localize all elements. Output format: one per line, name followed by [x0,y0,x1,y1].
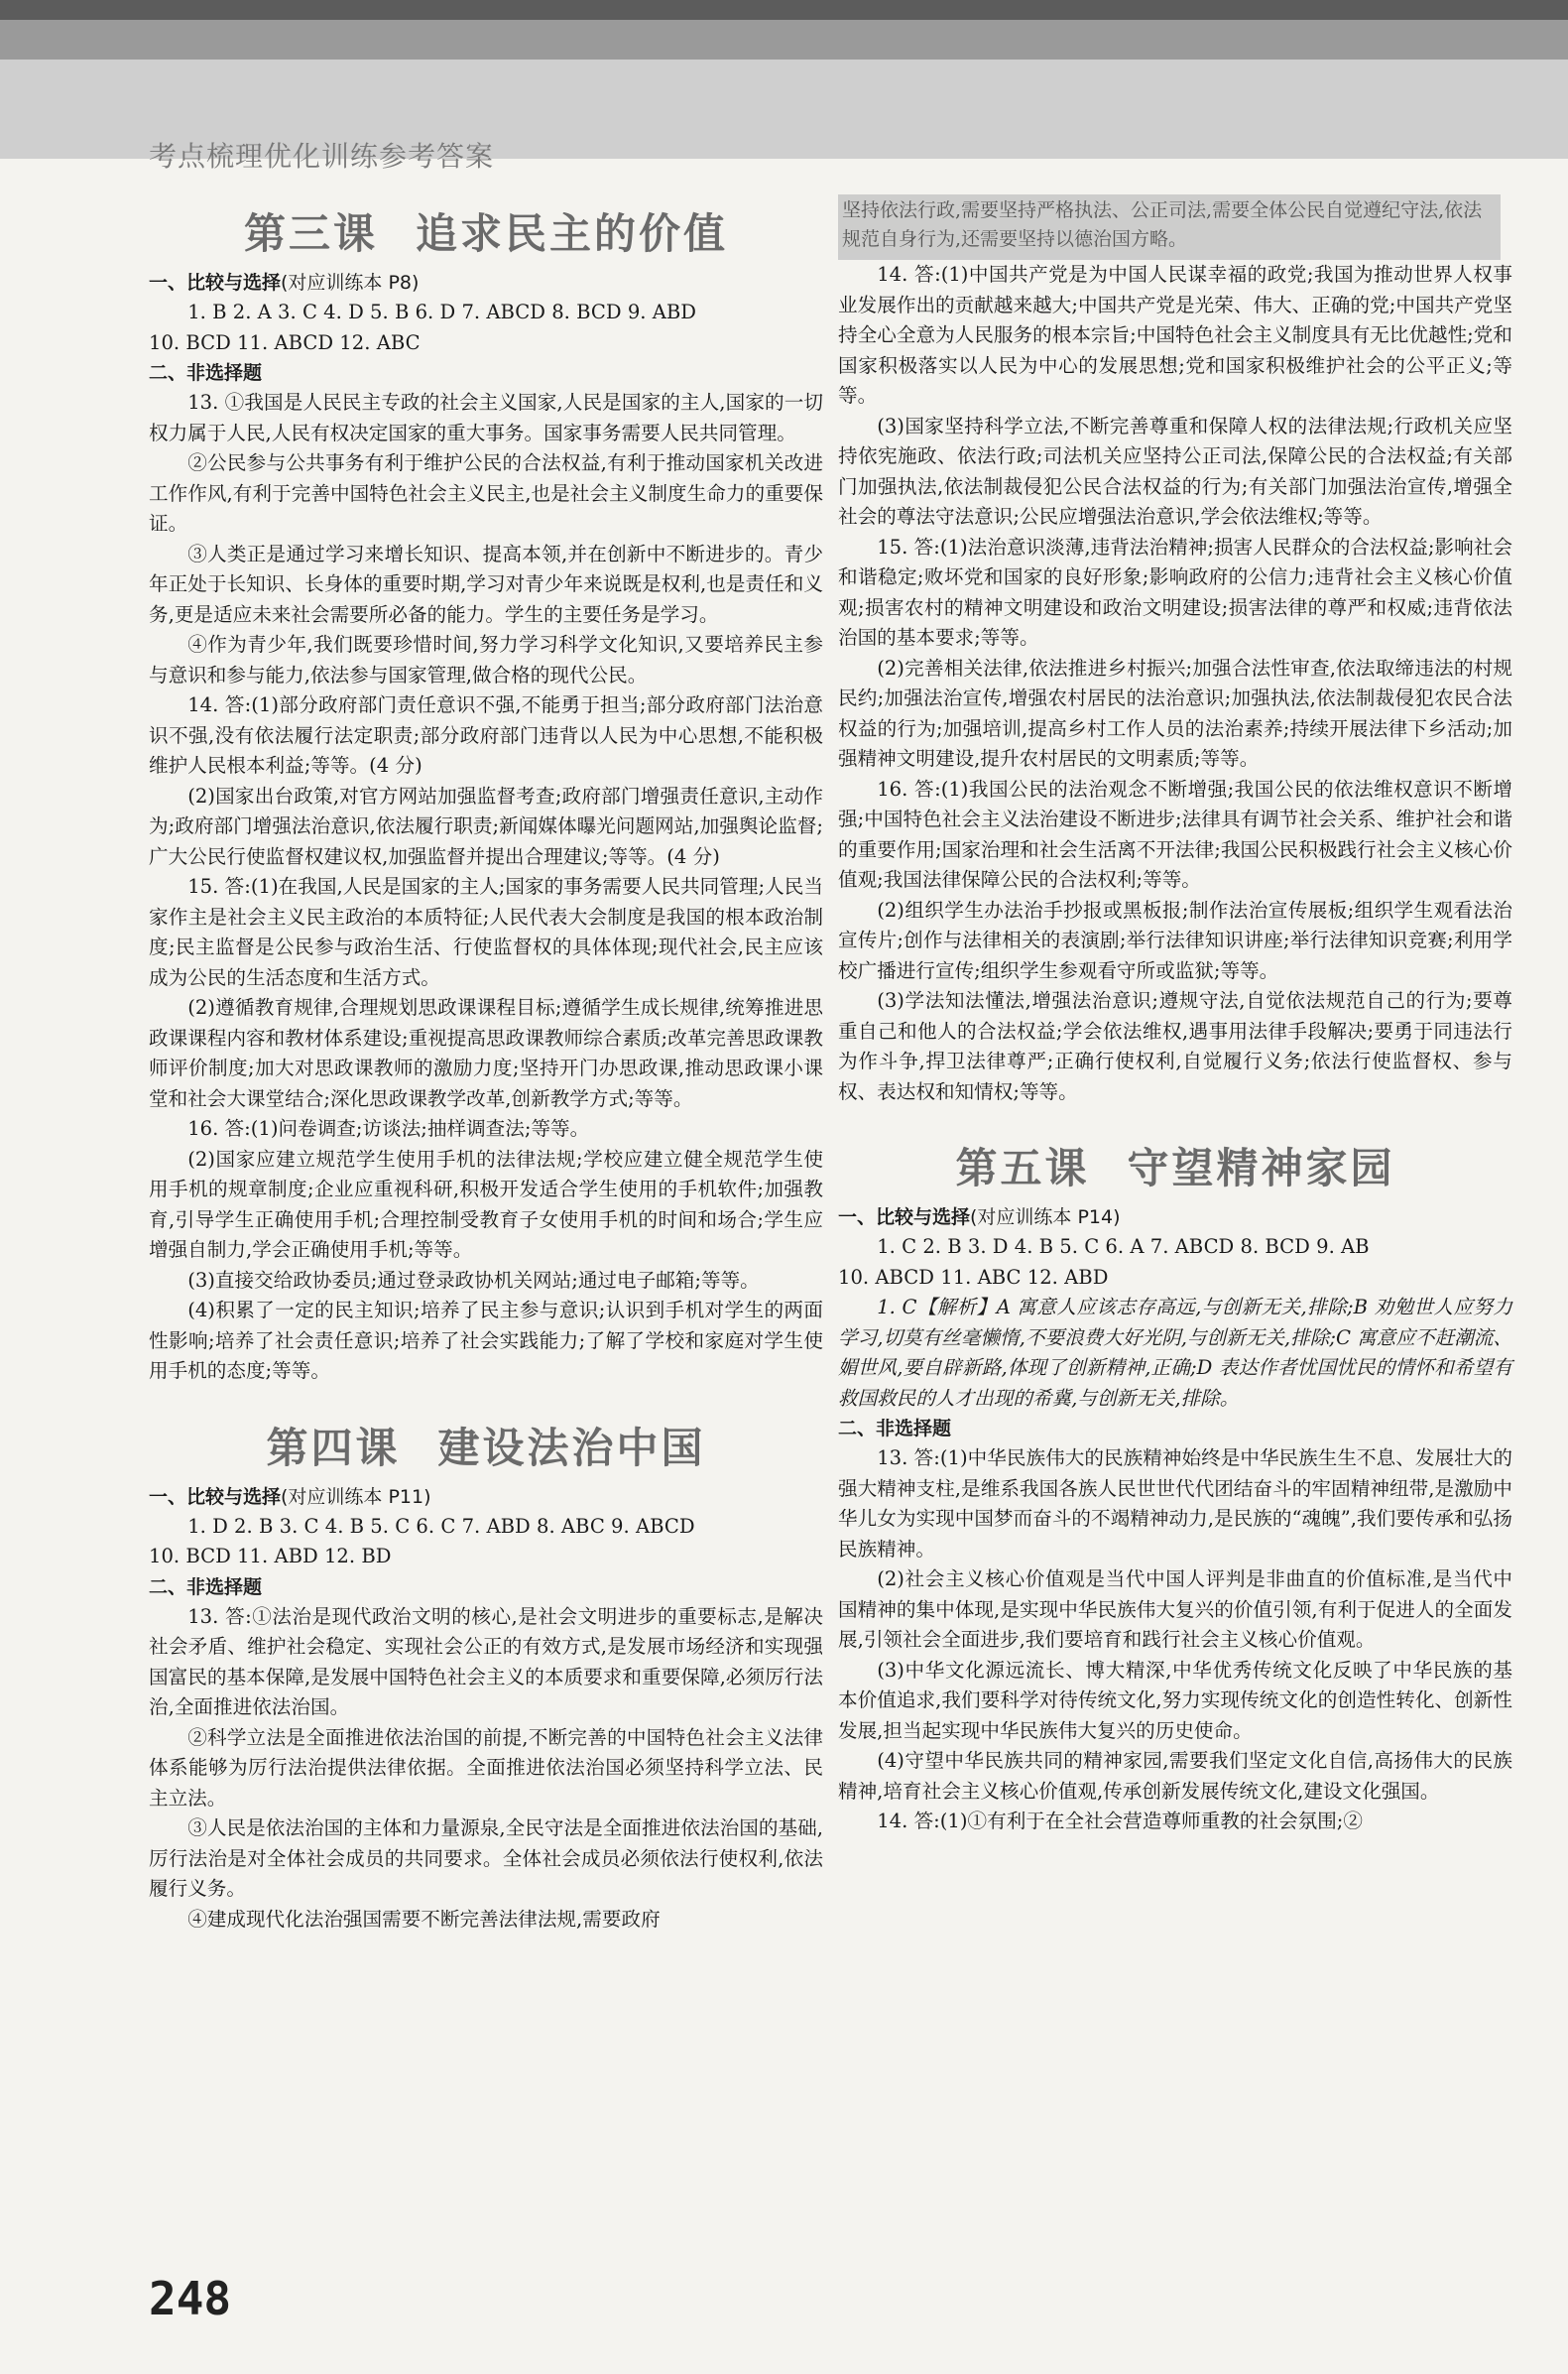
lesson3-para: (4)积累了一定的民主知识;培养了民主参与意识;认识到手机对学生的两面性影响;培养了社会责任意识;培养了社会实践能力;了解了学校和家庭对学生使用手机的态度;等等。 [149,1299,823,1382]
lesson3-title [149,202,823,266]
lesson4-name: 建设法治中国 [437,1423,706,1472]
lesson4-title [149,1417,823,1480]
lesson3-name: 追求民主的价值 [416,209,729,258]
lesson4-cont-para: 14. 答:(1)中国共产党是为中国人民谋幸福的政党;我国为推动世界人权事业发展作出的贡献越来越大;中国共产党是光荣、伟大、正确的党;中国共产党坚持全心全意为人民服务的根本宗旨;中国特色社会主义制度具有无比优越性;党和国家积极落实以人民为中心的发展思想;党和国家积极维护社会的公平正义;等等。 [838,263,1512,407]
lesson3-para: 14. 答:(1)部分政府部门责任意识不强,不能勇于担当;部分政府部门法治意识不强,没有依法履行法定职责;部分政府部门违背以人民为中心思想,不能积极维护人民根本利益;等等。(4 分) [149,693,823,777]
lesson5-answers-line2: 10. ABCD 11. ABC 12. ABD [838,1265,1109,1289]
lesson4-cont-para: (3)学法知法懂法,增强法治意识;遵规守法,自觉依法规范自己的行为;要尊重自己和他人的合法权益;学会依法维权,遇事用法律手段解决;要勇于同违法行为作斗争,捍卫法律尊严;正确行使权利,自觉履行义务;依法行使监督权、参与权、表达权和知情权;等等。 [838,989,1512,1103]
lesson3-para: ④作为青少年,我们既要珍惜时间,努力学习科学文化知识,又要培养民主参与意识和参与能力,依法参与国家管理,做合格的现代公民。 [149,633,823,687]
lesson4-answers-line1: 1. D 2. B 3. C 4. B 5. C 6. C 7. ABD 8. ABC 9. ABCD [187,1514,695,1538]
running-header: 考点梳理优化训练参考答案 [149,140,495,173]
lesson3-answers-line2: 10. BCD 11. ABCD 12. ABC [149,330,421,354]
lesson3-para: ③人类正是通过学习来增长知识、提高本领,并在创新中不断进步的。青少年正处于长知识、长身体的重要时期,学习对青少年来说既是权利,也是责任和义务,更是适应未来社会需要所必备的能力。学生的主要任务是学习。 [149,542,823,626]
lesson3-section1-heading: 一、比较与选择(对应训练本 P8) [149,272,420,294]
lesson4-section2-heading: 二、非选择题 [149,1575,263,1598]
lesson5-para: 14. 答:(1)①有利于在全社会营造尊师重教的社会氛围;② [877,1810,1364,1832]
lesson5-para: (2)社会主义核心价值观是当代中国人评判是非曲直的价值标准,是当代中国精神的集中体现,是实现中华民族伟大复兴的价值引领,有利于促进人的全面发展,引领社会全面进步,我们要培育和践行社会主义核心价值观。 [838,1567,1512,1651]
lesson4-number: 第四课 [266,1423,401,1472]
lesson5-para: 13. 答:(1)中华民族伟大的民族精神始终是中华民族生生不息、发展壮大的强大精神支柱,是维系我国各族人民世世代代团结奋斗的牢固精神纽带,是激励中华儿女为实现中国梦而奋斗的不竭精神动力,是民族的“魂魄”,我们要传承和弘扬民族精神。 [838,1446,1512,1561]
lesson4-para: 13. 答:①法治是现代政治文明的核心,是社会文明进步的重要标志,是解决社会矛盾、维护社会稳定、实现社会公正的有效方式,是发展市场经济和实现强国富民的基本保障,是发展中国特色社会主义的本质要求和重要保障,必须厉行法治,全面推进依法治国。 [149,1604,823,1718]
lesson5-section1-heading: 一、比较与选择(对应训练本 P14) [838,1206,1121,1228]
lesson3-answers-line1: 1. B 2. A 3. C 4. D 5. B 6. D 7. ABCD 8. BCD 9. ABD [187,301,697,323]
lesson3-para: (2)国家应建立规范学生使用手机的法律法规;学校应建立健全规范学生使用手机的规章制度;企业应重视科研,积极开发适合学生使用的手机软件;加强教育,引导学生正确使用手机;合理控制受教育子女使用手机的时间和场合;学生应增强自制力,学会正确使用手机;等等。 [149,1147,823,1261]
lesson3-para: 16. 答:(1)问卷调查;访谈法;抽样调查法;等等。 [187,1117,590,1140]
left-column [149,198,823,1935]
lesson3-number: 第三课 [243,209,378,258]
lesson5-title [838,1137,1512,1200]
lesson4-cont-para: (2)组织学生办法治手抄报或黑板报;制作法治宣传展板;组织学生观看法治宣传片;创作与法律相关的表演剧;举行法律知识讲座;举行法律知识竞赛;利用学校广播进行宣传;组织学生参观看守所或监狱;等等。 [838,898,1512,982]
overlapping-scan-strip: 坚持依法行政,需要坚持严格执法、公正司法,需要全体公民自觉遵纪守法,依法规范自身行为,还需要坚持以德治国方略。 [838,194,1501,260]
lesson3-para: 15. 答:(1)在我国,人民是国家的主人;国家的事务需要人民共同管理;人民当家作主是社会主义民主政治的本质特征;人民代表大会制度是我国的根本政治制度;民主监督是公民参与政治生活、行使监督权的具体体现;现代社会,民主应该成为公民的生活态度和生活方式。 [149,875,823,989]
lesson4-cont-para: (2)完善相关法律,依法推进乡村振兴;加强合法性审查,依法取缔违法的村规民约;加强法治宣传,增强农村居民的法治意识;加强执法,依法制裁侵犯农民合法权益的行为;加强培训,提高乡村工作人员的法治素养;持续开展法律下乡活动;加强精神文明建设,提升农村居民的文明素质;等等。 [838,656,1512,770]
lesson5-name: 守望精神家园 [1127,1144,1395,1192]
lesson4-cont-para: 16. 答:(1)我国公民的法治观念不断增强;我国公民的依法维权意识不断增强;中国特色社会主义法治建设不断进步;法律具有调节社会关系、维护社会和谐的重要作用;国家治理和社会生活离不开法律;我国公民积极践行社会主义核心价值观;我国法律保障公民的合法权利;等等。 [838,777,1512,891]
lesson4-answers-line2: 10. BCD 11. ABD 12. BD [149,1545,392,1567]
lesson3-para: (2)遵循教育规律,合理规划思政课课程目标;遵循学生成长规律,统筹推进思政课课程内容和教材体系建设;重视提高思政课教师综合素质;改革完善思政课教师评价制度;加大对思政课教师的激励力度;坚持开门办思政课,推动思政课小课堂和社会大课堂结合;深化思政课教学改革,创新教学方式;等等。 [149,996,823,1110]
lesson4-cont-para: (3)国家坚持科学立法,不断完善尊重和保障人权的法律法规;行政机关应坚持依宪施政、依法行政;司法机关应坚持公正司法,保障公民的合法权益;有关部门加强执法,依法制裁侵犯公民合法权益的行为;有关部门加强法治宣传,增强全社会的尊法守法意识;公民应增强法治意识,学会依法维权;等等。 [838,414,1512,528]
lesson4-cont-para: 15. 答:(1)法治意识淡薄,违背法治精神;损害人民群众的合法权益;影响社会和谐稳定;败坏党和国家的良好形象;影响政府的公信力;违背社会主义核心价值观;损害农村的精神文明建设和政治文明建设;损害法律的尊严和权威;违背依法治国的基本要求;等等。 [838,535,1512,649]
lesson4-para: ②科学立法是全面推进依法治国的前提,不断完善的中国特色社会主义法律体系能够为厉行法治提供法律依据。全面推进依法治国必须坚持科学立法、民主立法。 [149,1725,823,1810]
lesson3-section2-heading: 二、非选择题 [149,362,263,384]
lesson3-para: (3)直接交给政协委员;通过登录政协机关网站;通过电子邮箱;等等。 [187,1268,760,1292]
lesson3-para: (2)国家出台政策,对官方网站加强监督考查;政府部门增强责任意识,主动作为;政府部门增强法治意识,依法履行职责;新闻媒体曝光问题网站,加强舆论监督;广大公民行使监督权建议权,加强监督并提出合理建议;等等。(4 分) [149,784,823,868]
lesson3-para: ②公民参与公共事务有利于维护公民的合法权益,有利于推动国家机关改进工作作风,有利于完善中国特色社会主义民主,也是社会主义制度生命力的重要保证。 [149,451,823,535]
lesson4-para: ④建成现代化法治强国需要不断完善法律法规,需要政府 [187,1907,661,1931]
lesson5-para: (3)中华文化源远流长、博大精深,中华优秀传统文化反映了中华民族的基本价值追求,我们要科学对待传统文化,努力实现传统文化的创造性转化、创新性发展,担当起实现中华民族伟大复兴的历史使命。 [838,1658,1512,1742]
lesson4-para: ③人民是依法治国的主体和力量源泉,全民守法是全面推进依法治国的基础,厉行法治是对全体社会成员的共同要求。全体社会成员必须依法行使权利,依法履行义务。 [149,1816,823,1900]
lesson4-section1-heading: 一、比较与选择(对应训练本 P11) [149,1485,431,1508]
lesson5-section2-heading: 二、非选择题 [838,1418,952,1439]
lesson5-para: (4)守望中华民族共同的精神家园,需要我们坚定文化自信,高扬伟大的民族精神,培育社会主义核心价值观,传承创新发展传统文化,建设文化强国。 [838,1749,1512,1803]
lesson5-answers-line1: 1. C 2. B 3. D 4. B 5. C 6. A 7. ABCD 8. BCD 9. AB [877,1235,1370,1258]
right-column [838,218,1512,1837]
lesson3-para: 13. ①我国是人民民主专政的社会主义国家,人民是国家的主人,国家的一切权力属于人民,人民有权决定国家的重大事务。国家事务需要人民共同管理。 [149,391,823,444]
page-number: 248 [149,2272,232,2325]
lesson5-analysis: 1. C【解析】A 寓意人应该志存高远,与创新无关,排除;B 劝勉世人应努力学习,切莫有丝毫懒惰,不要浪费大好光阴,与创新无关,排除;C 寓意应不赶潮流、媚世风,要自辟新路,体现了创新精神,正确;D 表达作者忧国忧民的情怀和希望有救国救民的人才出现的希冀,与创新无关,排除。 [838,1296,1512,1410]
lesson5-number: 第五课 [955,1144,1090,1192]
